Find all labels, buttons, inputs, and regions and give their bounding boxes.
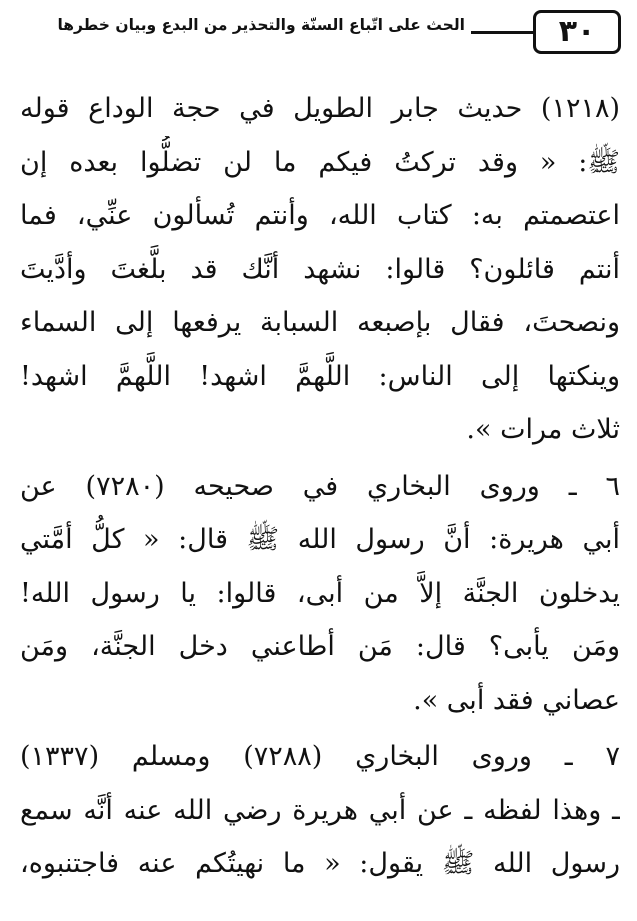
text-line: يدخلون الجنَّة إلاَّ من أبى، قالوا: يا رسول الله!	[20, 577, 620, 609]
text-line: أنتم قائلون؟ قالوا: نشهد أنَّك قد بلَّغتَ وأدَّيتَ	[20, 253, 620, 285]
paragraph-item-7	[20, 730, 620, 891]
text-line: وينكتها إلى الناس: اللَّهمَّ اشهد! اللَّهمَّ اشهد!	[20, 360, 620, 392]
page-number-box	[533, 10, 621, 54]
text-line: اعتصمتم به: كتاب الله، وأنتم تُسألون عنِّي، فما	[20, 200, 620, 231]
text-line: ثلاث مرات ».	[466, 414, 620, 445]
text-line: ـ وهذا لفظه ـ عن أبي هريرة رضي الله عنه أنَّه سمع	[20, 794, 620, 826]
paragraph-item-6	[20, 460, 620, 728]
text-line: ﷺ: « وقد تركتُ فيكم ما لن تضلُّوا بعده إن	[20, 146, 620, 178]
text-line: ومَن يأبى؟ قال: مَن أطاعني دخل الجنَّة، ومَن	[20, 631, 620, 662]
running-header	[16, 10, 621, 56]
text-line: رسول الله ﷺ يقول: « ما نهيتُكم عنه فاجتنبوه،	[20, 848, 620, 879]
text-line: أبي هريرة: أنَّ رسول الله ﷺ قال: « كلُّ أمَّتي	[20, 524, 620, 555]
page-body	[20, 82, 620, 891]
header-rule	[471, 31, 533, 34]
text-line: ونصحتَ، فقال بإصبعه السبابة يرفعها إلى السماء	[20, 307, 620, 338]
running-title: الحث على اتّباع السنّة والتحذير من البدع وبيان خطرها	[57, 16, 465, 34]
text-line: (١٢١٨) حديث جابر الطويل في حجة الوداع قوله	[20, 93, 620, 124]
text-line: ٧ ـ وروى البخاري (٧٢٨٨) ومسلم (١٣٣٧)	[20, 741, 620, 772]
text-line: عصاني فقد أبى ».	[413, 684, 620, 716]
paragraph-hadith-jabir	[20, 82, 620, 457]
text-line: ٦ ـ وروى البخاري في صحيحه (٧٢٨٠) عن	[20, 470, 620, 502]
page-number: ٣٠	[558, 14, 596, 49]
